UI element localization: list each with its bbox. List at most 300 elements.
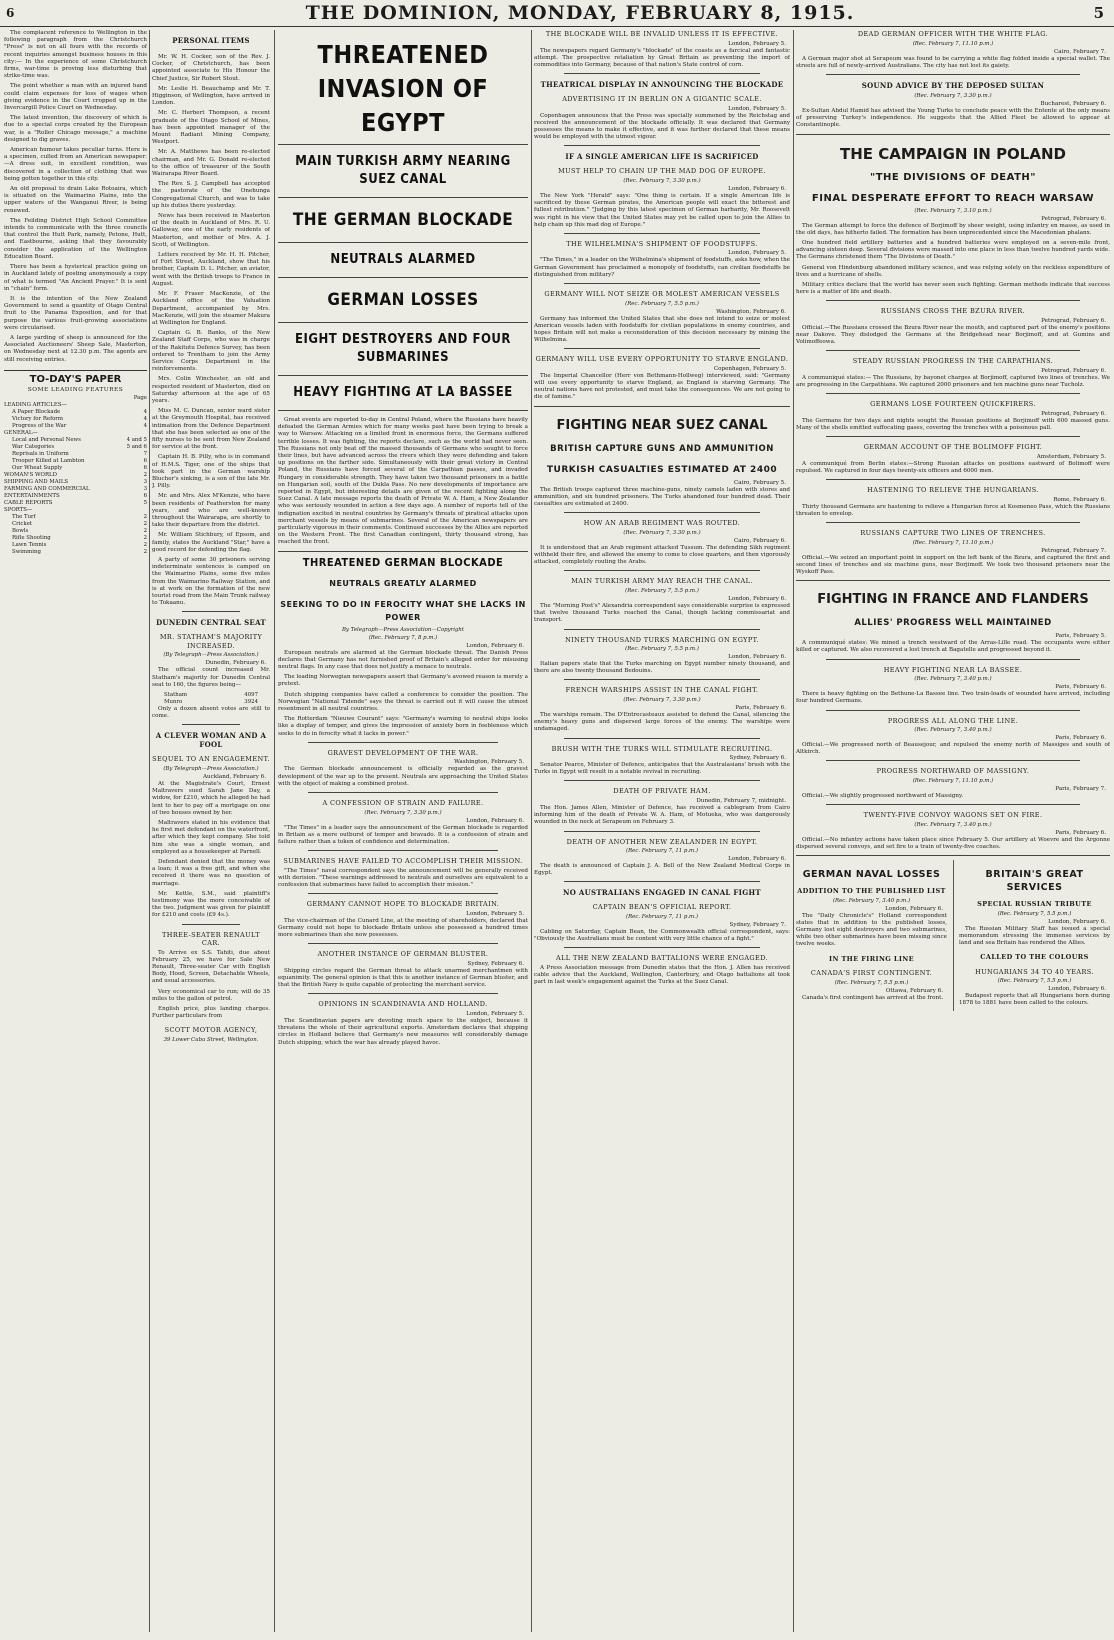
paragraph: There is heavy fighting on the Bethune-La Bassee line. Two train-loads of wounded have arrived, including four hundred Germans. [796,691,1110,705]
paragraph: Defendant denied that the money was a loan; it was a free gift, and when she received it there was no question of marriage. [152,858,270,887]
divider [564,73,760,74]
index-row: ENTERTAINMENTS 6 [4,492,147,499]
paragraph: Ex-Sultan Abdul Hamid has advised the Young Turks to conclude peace with the Entente at the only means of preserving Turkey's independence. He suggests that the Allied Fleet be allowed to appear at Constantinople. [796,107,1110,129]
index-row: Reprisals in Uniform 7 [12,450,147,457]
divider [564,570,760,571]
wire-credit: (By Telegraph—Press Association.) [163,765,259,772]
article-subheading: SEQUEL TO AN ENGAGEMENT. [152,755,270,764]
paragraph: A communiqué states:— The Russians, by bayonet charges at Borjimoff, captured two lines of trenches. We are progressing in the Carpathians. We captured 2000 prisoners and ten machine guns near Tucholz. [796,374,1110,389]
article-heading: THE BLOCKADE WILL BE INVALID UNLESS IT IS EFFECTIVE. [545,30,779,38]
dateline: Paris, February 6. [1055,829,1106,836]
index-row: Cricket 2 [12,520,147,527]
received-time: (Rec. February 7, 3.40 p.m.) [914,821,992,828]
paragraph: Mr. C. Herbert Thompson, a recent graduate of the Otago School of Mines, has been appointed manager of the Mount Radiant Mining Company, Westport. [152,110,270,146]
main-headline: THREATENED INVASION OF EGYPT [317,40,489,137]
paragraph: European neutrals are alarmed at the German blockade threat. The Danish Press declares that Germany has not furnished proof of Britain's alleged order for misusing neutral flags. In any case that does not justify a menace to neutrals. [278,649,528,671]
paragraph: A communiqué from Berlin states:—Strong Russian attacks on positions eastward of Bolimoff were repulsed. We captured in four days twenty-six officers and 6000 men. [796,460,1110,474]
dateline: Cairo, February 7. [1053,48,1106,55]
paragraph: Official.—We slightly progressed northward of Massigny. [802,792,964,799]
article-heading: A CLEVER WOMAN AND A FOOL [155,731,267,750]
paragraph: The British troops captured three machine-guns, ninety camels laden with stores and ammunition, and six hundred prisoners. The Turks abandoned four hundred dead. Their casualties are estimated at 2400. [534,486,790,508]
paragraph: General von Hindenburg abandoned military science, and was relying solely on the reckless expenditure of lives and a hurricane of shells. [796,264,1110,278]
headline: THE GERMAN BLOCKADE [292,210,514,230]
paragraph: Mr. W. H. Cocker, son of the Rev. J. Cocker, of Christchurch, has been appointed associate to His Honour the Chief Justice, Sir Robert Stout. [152,54,270,82]
article-subheading: SEEKING TO DO IN FEROCITY WHAT SHE LACKS IN POWER [280,599,526,622]
dateline: Paris, February 5. [1055,633,1106,640]
paragraph: It is understood that an Arab regiment attacked Tussum. The defending Sikh regiment withheld their fire, and allowed the enemy to come to close quarters, and then vigorously attacked, completely routing the Arabs. [534,544,790,566]
newspaper-title: THE DOMINION, MONDAY, FEBRUARY 8, 1915. [305,2,855,24]
column-4 [534,30,790,1632]
column-rule [149,30,150,1632]
divider [826,479,1080,480]
divider [278,551,528,552]
article-heading: BRUSH WITH THE TURKS WILL STIMULATE RECRUITING. [551,744,773,753]
article-heading: PROGRESS ALL ALONG THE LINE. [887,716,1019,725]
headline-deck: BRITISH CAPTURE GUNS AND AMMUNITION [550,443,774,454]
advertiser-address: 39 Lower Cuba Street, Wellington. [163,1036,259,1043]
paragraph: The point whether a man with an injured hand could claim expenses for loss of wages when giving evidence in the Court cropped up in the Invercargill Police Court on Wednesday. [4,83,147,112]
paragraph: The German attempt to force the defence of Borjimoff by sheer weight, using infantry en masse, as used in the old days, has hitherto failed. The formation has been unprecedented since the Macedonian phalanx. [796,222,1110,236]
divider [278,322,528,323]
masthead [0,0,1114,27]
headline-deck: TURKISH CASUALTIES ESTIMATED AT 2400 [546,464,778,475]
index-row: WOMAN'S WORLD 2 [4,471,147,478]
divider [826,760,1080,761]
paragraph: The "Morning Post's" Alexandria correspondent says considerable surprise is expressed that twelve thousand Turks reached the Canal, though lacking commissariat and transport. [534,602,790,624]
received-time: (Rec. February 7, 3.40 p.m.) [914,676,992,683]
dateline: London, February 6. [1048,918,1106,925]
dateline: London, February 6. [728,185,786,192]
paragraph: Letters received by Mr. H. H. Pitcher, of Fort Street, Auckland, show that his brother, Captain D. L. Pitcher, an aviator, went with the British troops to France in August. [152,252,270,287]
headline-deck: FINAL DESPERATE EFFORT TO REACH WARSAW [811,192,1095,204]
received-time: (Rec. February 7, 3.30 p.m.) [623,696,701,703]
paragraph: A party of some 30 prisoners serving indeterminate sentences is camped on the Waimarino Plains, some five miles from the Waimarino Railway Station, and is at work on the formation of the new tourist road from the Main Trunk railway to Tokaanu. [152,557,270,607]
article-heading: GERMANY WILL USE EVERY OPPORTUNITY TO STARVE ENGLAND. [535,355,789,364]
paragraph: The warships remain. The D'Entrecasteaux assisted to defend the Canal, silencing the enemy's heavy guns and dispersed large forces of the enemy. The warships were undamaged. [534,711,790,733]
paragraph: Senator Pearce, Minister of Defence, anticipates that the Australasians' brush with the Turks in Egypt will result in a notable revival in recruiting. [534,762,790,776]
divider [564,283,760,284]
divider [564,512,760,513]
index-row: SPORTS— [4,506,33,513]
received-time: (Rec. February 7, 11.10 p.m.) [912,539,994,546]
paragraph: Mr. A. Matthews has been re-elected chairman, and Mr. G. Donald re-elected to the office of treasurer of the South Wairarapa River Board. [152,149,270,178]
britain-services-block [953,860,1110,1011]
article-subheading: MUST HELP TO CHAIN UP THE MAD DOG OF EUROPE. [558,167,766,176]
divider [564,738,760,739]
vote-row: Munro 3924 [164,699,258,706]
headline: BRITAIN'S GREAT SERVICES [985,869,1084,894]
article-heading: HEAVY FIGHTING NEAR LA BASSEE. [883,665,1023,674]
article-heading: SOUND ADVICE BY THE DEPOSED SULTAN [861,80,1045,90]
divider [564,947,760,948]
paragraph: At the Magistrate's Court, Ernest Maltravers sued Sarah Jane Day, a widow, for £210, which he alleged he had lent to her to pay off a mortgage on one of two houses owned by her. [152,780,270,816]
dateline: Petrograd, February 6. [1041,215,1106,222]
paragraph: Miss M. C. Duncan, senior ward sister at the Greymouth Hospital, has received intimation from the Defence Department that she has been selected as one of the fifty nurses to be sent from New Zealand for service at the front. [152,408,270,451]
paragraph: Copenhagen announces that the Press was specially summoned by the Reichstag and received the announcement of the blockade officially. It was declared that Germany possesses the means to make it effective, and it was further declared that these means would be employed with the utmost vigour. [534,112,790,141]
divider [564,780,760,781]
headline: MAIN TURKISH ARMY NEARING SUEZ CANAL [295,154,511,187]
divider [564,679,760,680]
column-rule [531,30,532,1632]
paragraph: The vice-chairman of the Cunard Line, at the meeting of shareholders, declared that Germany could not hope to blockade Britain unless she possessed a hundred times more submarines than she now possesses. [278,917,528,939]
paragraph: Germany has informed the United States that she does not intend to seize or molest American vessels laden with foodstuffs for civilian populations in enemy countries, and hopes Britain will not make a reconsideration of this decision necessary by mining the Wilhelmina. [534,315,790,344]
paragraph: The German blockade announcement is officially regarded as the gravest development of the war up to the present. Neutrals are approaching the United States with the object of making a combined protest. [278,766,528,787]
paragraph: The complacent reference to Wellington in the following paragraph from the Christchurch "Press" is not on all fours with the records of recent inquiries amongst business houses in this city:— In the experience of some Christchurch firms, war-time is proving less disturbing that strike-time was. [4,30,147,80]
article-heading: ANOTHER INSTANCE OF GERMAN BLUSTER. [317,950,489,959]
dateline: Washington, February 6. [716,308,786,315]
column-1 [4,30,147,1632]
index-row: A Paper Blockade 4 [12,408,147,415]
paragraph: The death is announced of Captain J. A. Bell of the New Zealand Medical Corps in Egypt. [534,863,790,877]
article-heading: GERMAN ACCOUNT OF THE BOLIMOFF FIGHT. [863,443,1043,452]
dateline: Amsterdam, February 5. [1036,453,1106,460]
paragraph: Official.—We progressed north of Beausejour, and repulsed the enemy north of Massiges and south of Altkirch. [796,742,1110,756]
paragraph: The "Daily Chronicle's" Holland correspondent states that in addition to the published losses, Germany lost eight destroyers and two submarines, while two other submarines have been missing since twelve weeks. [796,912,947,948]
paragraph: American humour takes peculiar turns. Here is a specimen, culled from an American newspaper:—A dress suit, in excellent condition, was discovered in a collection of clothing that was being gotten together in this city. [4,147,147,182]
paragraph: A large yarding of sheep is announced for the Associated Auctioneers' Sheep Sale, Masterton, on Wednesday next at 12.30 p.m. The agents are still receiving entries. [4,334,147,363]
column-rule [274,30,275,1632]
article-heading: RUSSIANS CAPTURE TWO LINES OF TRENCHES. [860,529,1046,538]
headline: THE CAMPAIGN IN POLAND [840,144,1066,163]
received-time: (Rec. February 7, 3.40 p.m.) [832,897,911,904]
divider [308,943,498,944]
paragraph: Captain H. B. Pilly, who is in command of H.M.S. Tiger, one of the ships that took part in the German warship Blucher's sinking, is a son of the late Mr. J. Pilly. [152,454,270,490]
dateline: London, February 5. [728,250,786,257]
divider [826,300,1080,301]
article-subheading: ADVERTISING IT IN BERLIN ON A GIGANTIC SCALE. [562,95,762,104]
dateline: Cairo, February 6. [733,537,786,544]
headline-deck: SPECIAL RUSSIAN TRIBUTE [977,900,1092,909]
paragraph: The New York "Herald" says: "One thing is certain. If a single American life is sacrificed by these German pirates, the American people will exact the bitterest and fullest retribution." "Judging by this latest specimen of German barbarity, Mr. Roosevelt was right in his view that the United States may yet be called upon to join the Allies to help chain up this mad dog of Europe." [534,192,790,228]
paragraph: Only a dozen absent votes are still to come. [152,706,270,720]
paragraph: Shipping circles regard the German threat to attack unarmed merchantmen with equanimity. The general opinion is that this is another instance of German bluster, and that the British Navy is quite capable of protecting the merchant service. [278,967,528,989]
paragraph: It is the intention of the New Zealand Government to send a quantity of Otago Central fruit to the Panama Exposition, and for that purpose the various fruit-growing associations were circularised. [4,295,147,331]
article-heading: HASTENING TO RELIEVE THE HUNGARIANS. [867,486,1039,495]
received-time: (Rec. February 7, 5.5 p.m.) [997,910,1072,917]
index-header: Page [133,394,147,401]
index-row: The Turf 2 [12,513,147,520]
headline: HEAVY FIGHTING AT LA BASSEE [293,385,513,400]
column-3 [278,30,528,1632]
divider [182,49,240,50]
paragraph: The Imperial Chancellor (Herr von Bethmann-Hollweg) interviewed, said: "Germany will use every opportunity to starve England, as England is starving Germany. The neutral nations have not protested, and must take the consequences. We are not going to die of famine." [534,372,790,401]
dateline: Petrograd, February 6. [1041,367,1106,374]
article-subheading: MR. STATHAM'S MAJORITY INCREASED. [159,633,263,650]
paragraph: Italian papers state that the Turks marching on Egypt number ninety thousand, and there are also twenty thousand Bedouins. [534,661,790,675]
dateline: London, February 6. [466,817,524,824]
article-subheading: HUNGARIANS 34 TO 40 YEARS. [975,967,1094,976]
dateline: Paris, February 6. [735,704,786,711]
advertisement-text: To Arrive ex S.S. Tahiti, due about February 25, we have for Sale New Renault, Three-seater Car with English Body, Hood, Screen, Detachable Wheels, and usual accessories. [152,949,270,985]
article-heading: HOW AN ARAB REGIMENT WAS ROUTED. [583,519,741,528]
article-subheading: CANADA'S FIRST CONTINGENT. [810,969,933,978]
wire-credit: (By Telegraph—Press Association.) [163,652,259,659]
divider [564,629,760,630]
index-row: LEADING ARTICLES— [4,401,67,408]
dateline: Sydney, February 6. [729,755,786,762]
paragraph: An old proposal to drain Lake Rotoaira, which is situated on the Waimarino Plains, into the upper waters of the Wanganui River, is being renewed. [4,186,147,214]
article-heading: THREATENED GERMAN BLOCKADE [302,555,504,569]
section-heading: PERSONAL ITEMS [172,36,250,45]
advertisement-heading: THREE-SEATER RENAULT CAR. [162,930,260,948]
article-heading: NINETY THOUSAND TURKS MARCHING ON EGYPT. [565,635,759,644]
paragraph: "The Times," in a leader on the Wilhelmina's shipment of foodstuffs, asks how, when the German Government has proclaimed a monopoly of foodstuffs, can civilian foodstuffs be distinguished from military? [534,257,790,278]
dateline: London, February 5. [728,105,786,112]
divider [308,850,498,851]
divider [278,375,528,376]
dateline: London, February 5. [466,910,524,917]
dateline: Washington, February 5. [454,759,524,766]
column-2 [152,30,270,1632]
paragraph: The latest invention, the discovery of which is due to a special corps created by the European war, is a "Roller Chicago message," a machine designed to dig graves. [4,115,147,143]
dateline: Sydney, February 7. [729,921,786,928]
headline: NEUTRALS ALARMED [330,252,476,267]
dateline: Bucharest, February 6. [1040,100,1106,107]
received-time: (Rec. February 7, 11.10 p.m.) [912,777,994,784]
article-heading: DEATH OF PRIVATE HAM. [613,787,711,796]
received-time: (Rec. February 7, 5.5 p.m.) [834,979,909,986]
index-row: War Categories 5 and 6 [12,443,147,450]
advertisement-text: Very economical car to run; will do 35 miles to the gallon of petrol. [152,988,270,1002]
received-time: (Rec. February 7, 5.5 p.m.) [625,300,699,307]
received-time: (Rec. February 7, 3.30 p.m.) [914,92,992,99]
article-heading: GERMANY WILL NOT SEIZE OR MOLEST AMERICAN VESSELS [544,290,780,299]
vote-table [152,692,270,706]
divider [278,197,528,198]
index-row: CABLE REPORTS 5 [4,499,147,506]
headline-deck: "THE DIVISIONS OF DEATH" [870,171,1036,183]
paragraph: Mr. F. Fraser MacKenzie, of the Auckland office of the Valuation Department, accompanied by Mrs. MacKenzie, will join the steamer Makura at Wellington for England. [152,291,270,326]
paragraph: News has been received in Masterton of the death in Auckland of Mrs. R. U. Galloway, one of the early residents of Masterton, and mother of Mrs. A. J. Scott, of Wellington. [152,213,270,248]
article-heading: RUSSIANS CROSS THE BZURA RIVER. [880,307,1026,316]
article-heading: TWENTY-FIVE CONVOY WAGONS SET ON FIRE. [863,811,1043,820]
dateline: London, February 6. [885,905,943,912]
paragraph: Budapest reports that all Hungarians born during 1878 to 1881 have been called to the colours. [959,993,1110,1007]
received-time: (Rec. February 7, 5.5 p.m.) [625,587,699,594]
vote-row: Statham 4097 [164,692,258,699]
divider [826,522,1080,523]
divider [278,410,528,411]
paragraph: The Rev. S. J. Campbell has accepted the pastorate of the Onehunga Congregational Church, and was to take up his duties there yesterday. [152,181,270,209]
divider [826,659,1080,660]
received-time: (Rec. February 7, 5.5 p.m.) [997,978,1072,985]
dateline: London, February 6. [728,595,786,602]
wire-credit: By Telegraph—Press Association—Copyright [341,626,465,633]
dateline: Cairo, February 5. [733,479,786,486]
article-heading: A CONFESSION OF STRAIN AND FAILURE. [322,799,484,807]
paragraph: The Germans for two days and nights sought the Russian positions at Borjimoff with 600 massed guns. Many of the shells emitted suffocating gases, covering the trenches with a poisonous pall. [796,417,1110,432]
paragraph: Official.—No infantry actions have taken place since February 5. Our artillery at Woevre and the Argonne dispersed several convoys, and set fire to a train of twenty-five coaches. [796,836,1110,850]
dateline: Petrograd, February 6. [1041,410,1106,417]
column-rule [793,30,794,1632]
article-heading: SUBMARINES HAVE FAILED TO ACCOMPLISH THEIR MISSION. [283,857,523,866]
article-heading: DUNEDIN CENTRAL SEAT [156,618,266,628]
todays-paper-title: TO-DAY'S PAPER [4,370,147,385]
index-row: Local and Personal News 4 and 5 [12,436,147,443]
divider [564,233,760,234]
paragraph: The Hon. James Allen, Minister of Defence, has received a cablegram from Cairo informing him of the death of Private W. A. Ham, of Motueka, who was dangerously wounded in the neck at Serapeum on February 3. [534,804,790,826]
dateline: Dunedin, February 7, midnight. [696,797,786,804]
divider [308,792,498,793]
received-time: (Rec. February 7, 3.30 p.m.) [364,809,442,816]
divider [796,134,1110,135]
index-row: Lawn Tennis 2 [12,541,147,548]
divider [826,350,1080,351]
received-time: (Rec. February 7, 3.40 p.m.) [914,727,992,733]
dateline: London, February 6. [1048,986,1106,993]
paragraph: The official count increased Mr. Statham's majority for Dunedin Central seat to 160, the figures being— [152,667,270,688]
dateline: London, February 5. [728,40,786,47]
index-row: Our Wheat Supply 6 [12,464,147,471]
article-heading: ALL THE NEW ZEALAND BATTALIONS WERE ENGAGED. [555,954,769,963]
paragraph: Mrs. Colin Winchester, an old and respected resident of Masterton, died on Saturday afternoon at the age of 65 years. [152,376,270,404]
bottom-split [796,860,1110,1011]
paragraph: A Press Association message from Dunedin states that the Hon. J. Allen has received cable advice that the Auckland, Wellington, Canterbury, and Otago battalions all took part in last week's engagement against the Turks at the Suez Canal. [534,964,790,986]
divider [308,993,498,994]
article-heading: GERMANY CANNOT HOPE TO BLOCKADE BRITAIN. [306,900,500,909]
dateline: Ottawa, February 6. [885,987,943,994]
divider [278,144,528,145]
received-time: (Rec. February 7, 11 p.m.) [625,913,698,920]
headline-deck: ALLIES' PROGRESS WELL MAINTAINED [854,618,1052,629]
article-heading: NO AUSTRALIANS ENGAGED IN CANAL FIGHT [563,888,761,898]
article-heading: CALLED TO THE COLOURS [980,953,1089,962]
paragraph: The Feilding District High School Committee intends to communicate with the three councils that control the Hutt Park, namely, Petone, Hutt, and Eastbourne, asking that they favourably consider the application of the Wellington Education Board. [4,217,147,260]
dateline: Paris, February 7. [1055,785,1106,792]
dateline: Rome, February 6. [1053,496,1106,503]
paragraph: Official.—We seized an important point in support on the left bank of the Bzura, and captured the first and second lines of trenches and six machine guns, near Borjimoff. We took two thousand prisoners near the Wyskoff Pass. [796,554,1110,575]
headline: GERMAN NAVAL LOSSES [802,869,941,881]
article-heading: GRAVEST DEVELOPMENT OF THE WAR. [327,748,479,757]
paragraph: Official.—The Russians crossed the Bzura River near the mouth, and captured part of the enemy's positions near Dakove. They dislodged the Germans at the Bridgehead near Borjimoff, and at Gumins and Volimoffeowa. [796,324,1110,346]
paragraph: "The Times" naval correspondent says the announcement will be generally received with derision. "These warnings addressed to neutrals and ourselves are equivalent to a confession that submarines have failed to accomplish their mission." [278,867,528,889]
divider [308,893,498,894]
paragraph: The leading Norwegian newspapers assert that Germany's avowed reason is merely a pretext. [278,674,528,688]
index-row: Trooper Killed at Lambton 6 [12,457,147,464]
paragraph: Mr. and Mrs. Alex M'Kenzie, who have been residents of Featherston for many years, and who are well-known throughout the Wairarapa, are shortly to take their departure from the district. [152,493,270,529]
paragraph: Canada's first contingent has arrived at the front. [802,994,944,1001]
article-heading: IF A SINGLE AMERICAN LIFE IS SACRIFICED [565,152,759,162]
article-subheading: CAPTAIN BEAN'S OFFICIAL REPORT. [592,903,732,912]
divider [278,277,528,278]
index-row: Progress of the War 4 [12,422,147,429]
paragraph: Military critics declare that the world has never seen such fighting. German methods indicate that success here is a matter of life and death. [796,281,1110,296]
paragraph: A German major shot at Serapeum was found to be carrying a white flag folded inside a special wallet. The streets are full of newly-arrived Australians. The city has not lost its gaiety. [796,55,1110,69]
index-row: FARMING AND COMMERCIAL 3 [4,485,147,492]
paragraph: The Russian Military Staff has issued a special memorandum stressing the immense services by land and sea Britain has rendered the Allies. [959,925,1110,946]
paragraph: "The Times" in a leader says the announcement of the German blockade is regarded in Britain as a mere outburst of temper and bravado. It is a confession of strain and failure rather than a token of confidence and determination. [278,824,528,845]
received-time: (Rec. February 7, 11.10 p.m.) [912,40,994,47]
paragraph: Thirty thousand Germans are hastening to relieve a Hungarian force at Kosmeneo Pass, which the Russians threaten to envelop. [796,503,1110,517]
received-time: (Rec. February 7, 11 p.m.) [625,848,698,855]
page-number-left: 6 [6,6,15,20]
paragraph: One hundred field artillery batteries and a hundred batteries were employed on a seven-mile front, advancing sixteen deep. Several divisions were massed into one place in less than twelve hundred yards wide. The Germans christened them "The Divisions of Death." [796,239,1110,261]
article-heading: DEAD GERMAN OFFICER WITH THE WHITE FLAG. [857,30,1049,38]
naval-losses-block [796,860,947,1011]
divider [826,804,1080,805]
paragraph: Maltravers stated in his evidence that he first met defendant on the waterfront, after which they kept company. She told him she was a single woman, and employed as a housekeeper at Parnell. [152,819,270,855]
received-time: (Rec. February 7, 3.30 p.m.) [623,529,701,536]
paragraph: Mr. Kettle, S.M., said plaintiff's testimony was the more conceivable of the two. Judgment was given for plaintiff for £210 and costs (£9 4s.). [152,890,270,919]
dateline: Paris, February 6. [1055,735,1106,741]
divider [826,393,1080,394]
index-row: Victory for Reform 4 [12,415,147,422]
article-heading: THE WILHELMINA'S SHIPMENT OF FOODSTUFFS. [566,239,758,248]
received-time: (Rec. February 7, 8 p.m.) [368,634,438,641]
headline: FIGHTING IN FRANCE AND FLANDERS [817,592,1089,608]
headline: FIGHTING NEAR SUEZ CANAL [556,417,768,433]
article-heading: IN THE FIRING LINE [829,954,914,963]
dateline: Paris, February 6. [1055,684,1106,691]
dateline: Sydney, February 6. [467,960,524,967]
divider [278,242,528,243]
dateline: Auckland, February 6. [202,773,266,780]
article-heading: THEATRICAL DISPLAY IN ANNOUNCING THE BLOCKADE [540,80,784,90]
article-heading: OPINIONS IN SCANDINAVIA AND HOLLAND. [318,1000,488,1009]
todays-paper-index [4,395,147,556]
divider [564,831,760,832]
divider [826,436,1080,437]
headline: GERMAN LOSSES [327,290,479,310]
paragraph: Mr. Leslie H. Beauchamp and Mr. T. Higginson, of Wellington, have arrived in London. [152,85,270,107]
dateline: London, February 6. [466,642,524,649]
article-heading: DEATH OF ANOTHER NEW ZEALANDER IN EGYPT. [566,837,758,846]
divider [182,924,240,925]
index-row: Rifle Shooting 2 [12,534,147,541]
index-row: GENERAL— [4,429,38,436]
paragraph: A communiqué states: We mined a trench westward of the Arras-Lille road. The occupants were either killed or captured. We also recovered a lost trench at Bagatelle and progressed beyond it. [796,640,1110,654]
paragraph: Dutch shipping companies have called a conference to consider the position. The Norwegian "National Tidende" says the threat is carried out it will cause the utmost resentment in all neutral countries. [278,691,528,713]
index-row: Bowls 2 [12,527,147,534]
page-number-right: 5 [1093,4,1104,22]
dateline: London, February 5. [466,1010,524,1017]
article-heading: STEADY RUSSIAN PROGRESS IN THE CARPATHIANS. [852,357,1054,366]
article-subheading: NEUTRALS GREATLY ALARMED [329,578,477,588]
divider [564,348,760,349]
divider [826,74,1080,75]
divider [796,580,1110,581]
divider [534,406,790,407]
article-heading: FRENCH WARSHIPS ASSIST IN THE CANAL FIGHT. [565,686,759,695]
dateline: London, February 6. [728,654,786,660]
paragraph: The Scandinavian papers are devoting much space to the subject, because it threatens the whole of their agricultural exports. Amsterdam declares that shipping circles in Holland believe that Germany's new measures will considerably damage Dutch shipping, which the war has already played havoc. [278,1017,528,1046]
column-5 [796,30,1110,1632]
divider [308,742,498,743]
divider [182,611,240,612]
paragraph: Captain G. B. Banks, of the New Zealand Staff Corps, who was in charge of the Rakitutu Defence Survey, has been ordered to Trentham to join the Army Service Corps Department in the reinforcements. [152,330,270,373]
advertisement-text: English price, plus landing charges. Further particulars from [152,1006,270,1020]
divider [796,855,1110,856]
headline-deck: ADDITION TO THE PUBLISHED LIST [797,887,946,896]
index-row: SHIPPING AND MAILS 3 [4,478,147,485]
dateline: Copenhagen, February 5. [713,365,786,372]
paragraph: The newspapers regard Germany's "blockade" of the coasts as a farcical and fantastic attempt. The prospective retaliation by Great Britain as preventing the import of commodities into Germany, because of that nation's State control of corn. [534,47,790,68]
paragraph: Cabling on Saturday, Captain Bean, the Commonwealth official correspondent, says: "Obviously the Australians must be content with very little chance of a fight." [534,928,790,943]
lead-summary: Great events are reported to-day in Central Poland, where the Russians have heavily defeated the German Armies which for many weeks past have been trying to break a way to Warsaw. Attacking on a limited front in enormous force, the Germans suffered terrible losses. It was fighting, the reports declare, such as the world had never seen. The Russians not only beat off the massed thousands of Germans who sought to force their lines, but have advanced across the rivers which they were defending and taken up positions on the farther side. Simultaneously with their great victory in Central Poland, the Russians have forced several of the Carpathian passes, and invaded Hungary in considerable strength. They have taken two thousand prisoners in a battle on Hungarian soil, south of the Dukla Pass. No new developments of importance are reported in Egypt, but interesting details are given of the recent fighting along the Suez Canal. A late message reports the death of Private W. A. Ham, a New Zealander who was seriously wounded in action a few days ago. A number of reports tell of the indignation excited in neutral countries by Germany's threats of piratical attacks upon merchant vessels by means of submarines. Several of the American newspapers are particularly vigorous in their comments. Continued successes by the Allies are reported on the Western Front. The first Canadian contingent, thirty thousand strong, has reached the front. [278,417,528,546]
divider [826,710,1080,711]
divider [564,145,760,146]
dateline: Petrograd, February 6. [1041,317,1106,324]
headline: EIGHT DESTROYERS AND FOUR SUBMARINES [295,332,511,365]
dateline: London, February 6. [728,856,786,863]
index-row: Swimming 2 [12,548,147,555]
dateline: Petrograd, February 7. [1041,547,1106,554]
article-heading: MAIN TURKISH ARMY MAY REACH THE CANAL. [571,577,753,586]
received-time: (Rec. February 7, 5.5 p.m.) [625,646,699,652]
article-heading: GERMANS LOSE FOURTEEN QUICKFIRERS. [870,400,1036,409]
paragraph: The Rotterdam "Nieuwe Courant" says: "Germany's warning to neutral ships looks like a display of temper, and gives the impression of anxiety born in feebleness which seeks to do in ferocity what it lacks in power." [278,716,528,737]
paragraph: Mr. William Stichbury, of Epsom, and family, states the Auckland "Star," have a good record for defending the flag. [152,532,270,553]
